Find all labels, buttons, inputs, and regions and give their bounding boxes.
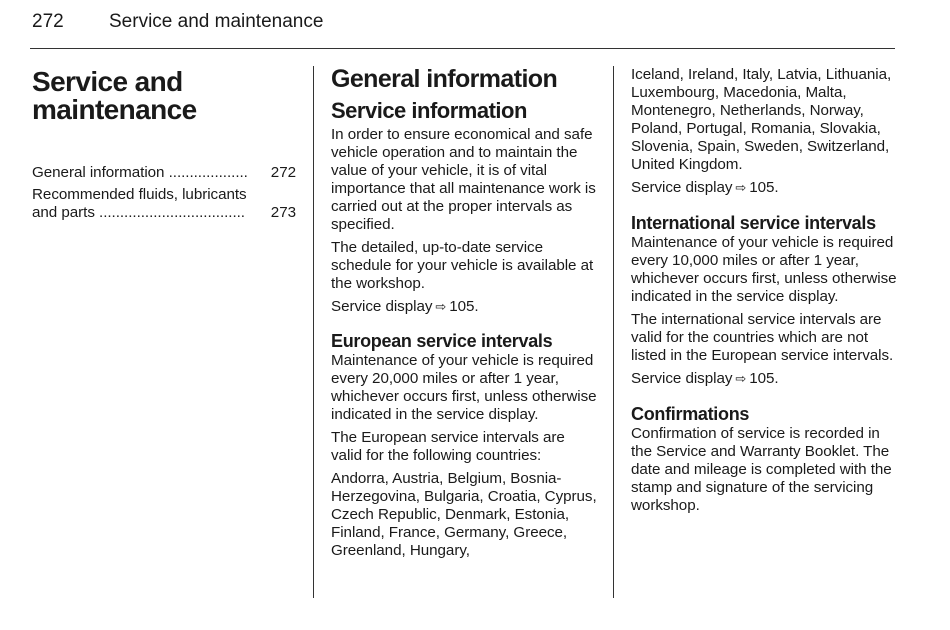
header-rule xyxy=(30,48,895,49)
toc-entry-recommended-fluids[interactable] xyxy=(32,186,296,222)
column-divider-right xyxy=(613,66,614,598)
section-heading-service-information: Service information xyxy=(331,98,527,123)
paragraph: Confirmation of service is recorded in the Service and Warranty Booklet. The date and mileage is completed with the stamp and signature of the servicing workshop. xyxy=(631,425,892,514)
section-heading-confirmations: Confirmations xyxy=(631,404,750,424)
cross-reference[interactable] xyxy=(631,179,897,197)
section-heading-general-information: General information xyxy=(331,65,558,93)
paragraph: Maintenance of your vehicle is required every 20,000 miles or after 1 year, whichever occurs first, unless otherwise indicated in the service display. xyxy=(331,352,597,423)
section-heading-international-service-intervals: International service intervals xyxy=(631,213,876,233)
cross-reference[interactable] xyxy=(331,298,597,316)
reference-arrow-icon: ⇨ xyxy=(735,180,747,195)
country-list: Iceland, Ireland, Italy, Latvia, Lithuania, Luxembourg, Macedonia, Malta, Montenegro, Netherlands, Norway, Poland, Portugal, Romania, Slovakia, Slovenia, Spain, Sweden, Switzerland, United Kingdom. xyxy=(631,66,892,173)
cross-reference-page: 105. xyxy=(449,298,479,315)
cross-reference-page: 105. xyxy=(749,370,779,387)
chapter-column xyxy=(32,68,296,226)
paragraph: The detailed, up-to-date service schedule for your vehicle is available at the workshop. xyxy=(331,239,594,292)
table-of-contents xyxy=(32,164,296,222)
toc-entry-page: 273 xyxy=(270,204,296,221)
paragraph: In order to ensure economical and safe vehicle operation and to maintain the value of your vehicle, it is of vital importance that all maintenance work is carried out at the proper intervals as specified. xyxy=(331,126,596,233)
paragraph: The European service intervals are valid for the following countries: xyxy=(331,429,565,464)
section-heading-european-service-intervals: European service intervals xyxy=(331,331,553,351)
toc-entry-page: 272 xyxy=(270,164,296,181)
middle-column xyxy=(331,64,597,565)
cross-reference-label: Service display xyxy=(631,370,733,387)
cross-reference-page: 105. xyxy=(749,179,779,196)
toc-entry-label-line1: Recommended fluids, lubricants xyxy=(32,186,247,203)
toc-entry-label: General information ................... xyxy=(32,164,248,181)
paragraph: Maintenance of your vehicle is required every 10,000 miles or after 1 year, whichever occurs first, unless otherwise indicated in the service display. xyxy=(631,234,897,305)
paragraph: The international service intervals are valid for the countries which are not listed in the European service intervals. xyxy=(631,311,894,364)
reference-arrow-icon: ⇨ xyxy=(435,299,447,314)
page-number: 272 xyxy=(32,11,64,32)
toc-entry-general-information[interactable] xyxy=(32,164,296,182)
country-list: Andorra, Austria, Belgium, Bosnia-Herzegovina, Bulgaria, Croatia, Cyprus, Czech Republic, Denmark, Estonia, Finland, France, Germany, Greece, Greenland, Hungary, xyxy=(331,470,597,559)
toc-entry-label: and parts ................................... xyxy=(32,204,245,221)
running-header-title: Service and maintenance xyxy=(109,11,324,32)
column-divider-left xyxy=(313,66,314,598)
cross-reference-label: Service display xyxy=(331,298,433,315)
cross-reference-label: Service display xyxy=(631,179,733,196)
reference-arrow-icon: ⇨ xyxy=(735,371,747,386)
chapter-title: Service and maintenance xyxy=(32,66,197,125)
right-column xyxy=(631,66,897,520)
running-header xyxy=(32,9,323,35)
cross-reference[interactable] xyxy=(631,370,897,388)
